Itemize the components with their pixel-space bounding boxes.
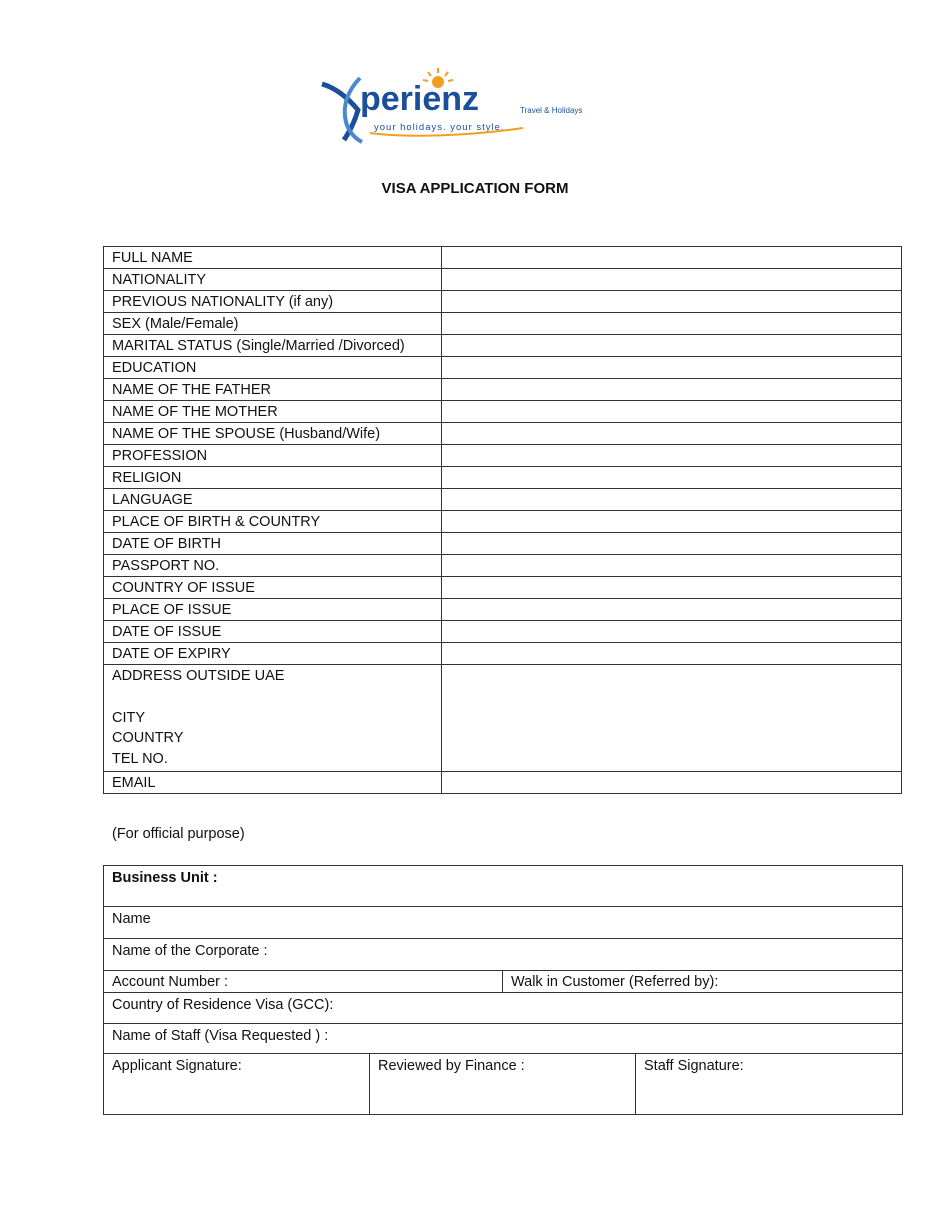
field-label: DATE OF ISSUE: [104, 621, 442, 643]
table-row-account: [104, 971, 903, 993]
table-row: [104, 467, 902, 489]
field-label: MARITAL STATUS (Single/Married /Divorced): [104, 335, 442, 357]
table-row-address: [104, 665, 902, 772]
corporate-name-field[interactable]: Name of the Corporate :: [104, 939, 903, 971]
field-value-input[interactable]: [442, 269, 902, 291]
table-row: [104, 401, 902, 423]
table-row-business-unit: [104, 866, 903, 907]
field-label: DATE OF BIRTH: [104, 533, 442, 555]
reviewed-by-finance-field[interactable]: Reviewed by Finance :: [370, 1054, 636, 1115]
field-value-input[interactable]: [442, 489, 902, 511]
field-label: RELIGION: [104, 467, 442, 489]
table-row: [104, 269, 902, 291]
table-row-email: [104, 772, 902, 794]
field-label: COUNTRY OF ISSUE: [104, 577, 442, 599]
official-purpose-note: (For official purpose): [112, 826, 245, 842]
field-value-input[interactable]: [442, 599, 902, 621]
table-row: [104, 599, 902, 621]
account-number-field[interactable]: Account Number :: [104, 971, 503, 993]
applicant-signature-field[interactable]: Applicant Signature:: [104, 1054, 370, 1115]
field-label: NAME OF THE MOTHER: [104, 401, 442, 423]
field-value-input[interactable]: [442, 379, 902, 401]
business-unit-field[interactable]: Business Unit :: [104, 866, 903, 907]
field-value-input[interactable]: [442, 423, 902, 445]
field-value-input[interactable]: [442, 247, 902, 269]
table-row: [104, 643, 902, 665]
table-row-name: [104, 907, 903, 939]
city-label: CITY: [112, 709, 146, 726]
residence-visa-field[interactable]: Country of Residence Visa (GCC):: [104, 993, 903, 1024]
table-row-residence-visa: [104, 993, 903, 1024]
field-value-input[interactable]: [442, 577, 902, 599]
field-value-input[interactable]: [442, 401, 902, 423]
field-label: NAME OF THE SPOUSE (Husband/Wife): [104, 423, 442, 445]
field-value-input[interactable]: [442, 467, 902, 489]
field-label: FULL NAME: [104, 247, 442, 269]
field-label: LANGUAGE: [104, 489, 442, 511]
svg-text:perienz: perienz: [360, 80, 480, 118]
table-row: [104, 313, 902, 335]
field-value-input[interactable]: [442, 621, 902, 643]
table-row: [104, 511, 902, 533]
name-field[interactable]: Name: [104, 907, 903, 939]
table-row: [104, 291, 902, 313]
walk-in-customer-field[interactable]: Walk in Customer (Referred by):: [503, 971, 903, 993]
table-row-signatures: [104, 1054, 903, 1115]
field-label: SEX (Male/Female): [104, 313, 442, 335]
address-value-field[interactable]: [442, 665, 902, 772]
field-value-input[interactable]: [442, 335, 902, 357]
field-label: PROFESSION: [104, 445, 442, 467]
table-row: [104, 247, 902, 269]
country-label: COUNTRY: [112, 730, 184, 746]
company-logo: [318, 66, 598, 146]
field-label: NAME OF THE FATHER: [104, 379, 442, 401]
field-value-input[interactable]: [442, 291, 902, 313]
svg-text:your holidays. your style.: your holidays. your style.: [374, 122, 505, 133]
field-label: PLACE OF ISSUE: [104, 599, 442, 621]
field-label: EDUCATION: [104, 357, 442, 379]
field-label: PASSPORT NO.: [104, 555, 442, 577]
field-value-input[interactable]: [442, 357, 902, 379]
tel-no-label: TEL NO.: [112, 750, 168, 767]
svg-text:Travel & Holidays: Travel & Holidays: [520, 106, 583, 115]
table-row: [104, 423, 902, 445]
staff-signature-field[interactable]: Staff Signature:: [636, 1054, 903, 1115]
official-use-table: [103, 865, 903, 1115]
field-value-input[interactable]: [442, 313, 902, 335]
page-title: VISA APPLICATION FORM: [381, 180, 569, 197]
table-row: [104, 621, 902, 643]
field-value-input[interactable]: [442, 445, 902, 467]
table-row: [104, 555, 902, 577]
field-value-input[interactable]: [442, 643, 902, 665]
field-label: PREVIOUS NATIONALITY (if any): [104, 291, 442, 313]
staff-name-field[interactable]: Name of Staff (Visa Requested ) :: [104, 1024, 903, 1054]
field-value-input[interactable]: [442, 533, 902, 555]
field-label: DATE OF EXPIRY: [104, 643, 442, 665]
field-value-input[interactable]: [442, 555, 902, 577]
applicant-details-table: [103, 246, 902, 794]
table-row: [104, 489, 902, 511]
table-row: [104, 357, 902, 379]
field-label: PLACE OF BIRTH & COUNTRY: [104, 511, 442, 533]
table-row: [104, 533, 902, 555]
field-value-input[interactable]: [442, 511, 902, 533]
field-label: NATIONALITY: [104, 269, 442, 291]
table-row-staff-name: [104, 1024, 903, 1054]
table-row: [104, 445, 902, 467]
table-row: [104, 379, 902, 401]
table-row: [104, 335, 902, 357]
address-label-cell: [104, 665, 442, 772]
email-value-field[interactable]: [442, 772, 902, 794]
email-label: EMAIL: [104, 772, 442, 794]
xperienz-logo-icon: [318, 66, 598, 146]
address-outside-uae-label: ADDRESS OUTSIDE UAE: [112, 668, 285, 684]
table-row-corporate: [104, 939, 903, 971]
table-row: [104, 577, 902, 599]
